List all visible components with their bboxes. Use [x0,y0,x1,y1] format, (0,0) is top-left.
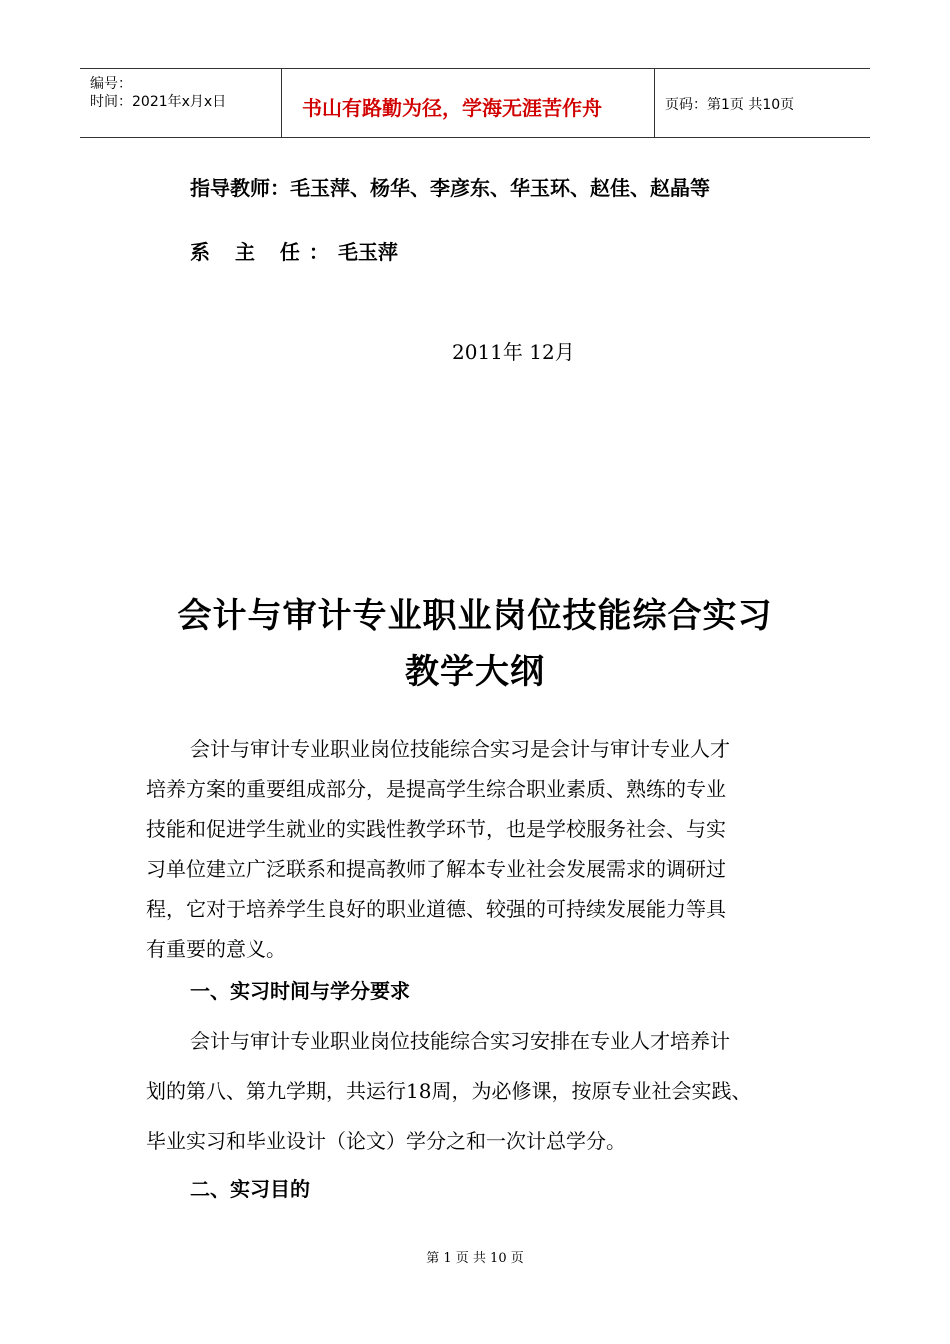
director-name: 毛玉萍 [337,240,398,264]
section-heading-2: 二、实习目的 [190,1177,310,1201]
page-footer: 第 1 页 共 10 页 [426,1251,524,1266]
page-header [80,68,870,138]
director-line [190,236,398,265]
header-meta [80,69,282,137]
director-label: 系 主 任： [190,240,338,264]
advisors-line: 指导教师：毛玉萍、杨华、李彦东、华玉环、赵佳、赵晶等 [190,176,710,200]
document-title-line-2: 教学大纲 [405,652,545,692]
paragraph-line: 程，它对于培养学生良好的职业道德、较强的可持续发展能力等具 [146,897,726,921]
paragraph-line: 会计与审计专业职业岗位技能综合实习是会计与审计专业人才 [190,737,730,761]
header-motto-cell [282,69,655,137]
header-page-cell [655,69,870,137]
paragraph-line: 有重要的意义。 [146,937,286,961]
date: 2011年 12月 [452,340,575,364]
paragraph-line: 培养方案的重要组成部分，是提高学生综合职业素质、熟练的专业 [146,777,726,801]
time-label: 时间：2021年x月x日 [90,94,227,110]
page-info: 页码：第1页 共10页 [665,97,795,113]
paragraph-line: 会计与审计专业职业岗位技能综合实习安排在专业人才培养计 [190,1029,730,1053]
motto: 书山有路勤为径，学海无涯苦作舟 [302,96,602,120]
paragraph-line: 习单位建立广泛联系和提高教师了解本专业社会发展需求的调研过 [146,857,726,881]
number-label: 编号： [90,76,132,92]
section-heading-1: 一、实习时间与学分要求 [190,979,410,1003]
paragraph-line: 划的第八、第九学期，共运行18周，为必修课，按原专业社会实践、 [146,1079,752,1103]
paragraph-line: 技能和促进学生就业的实践性教学环节，也是学校服务社会、与实 [146,817,726,841]
document-title-line-1: 会计与审计专业职业岗位技能综合实习 [177,596,773,636]
paragraph-line: 毕业实习和毕业设计（论文）学分之和一次计总学分。 [146,1129,626,1153]
